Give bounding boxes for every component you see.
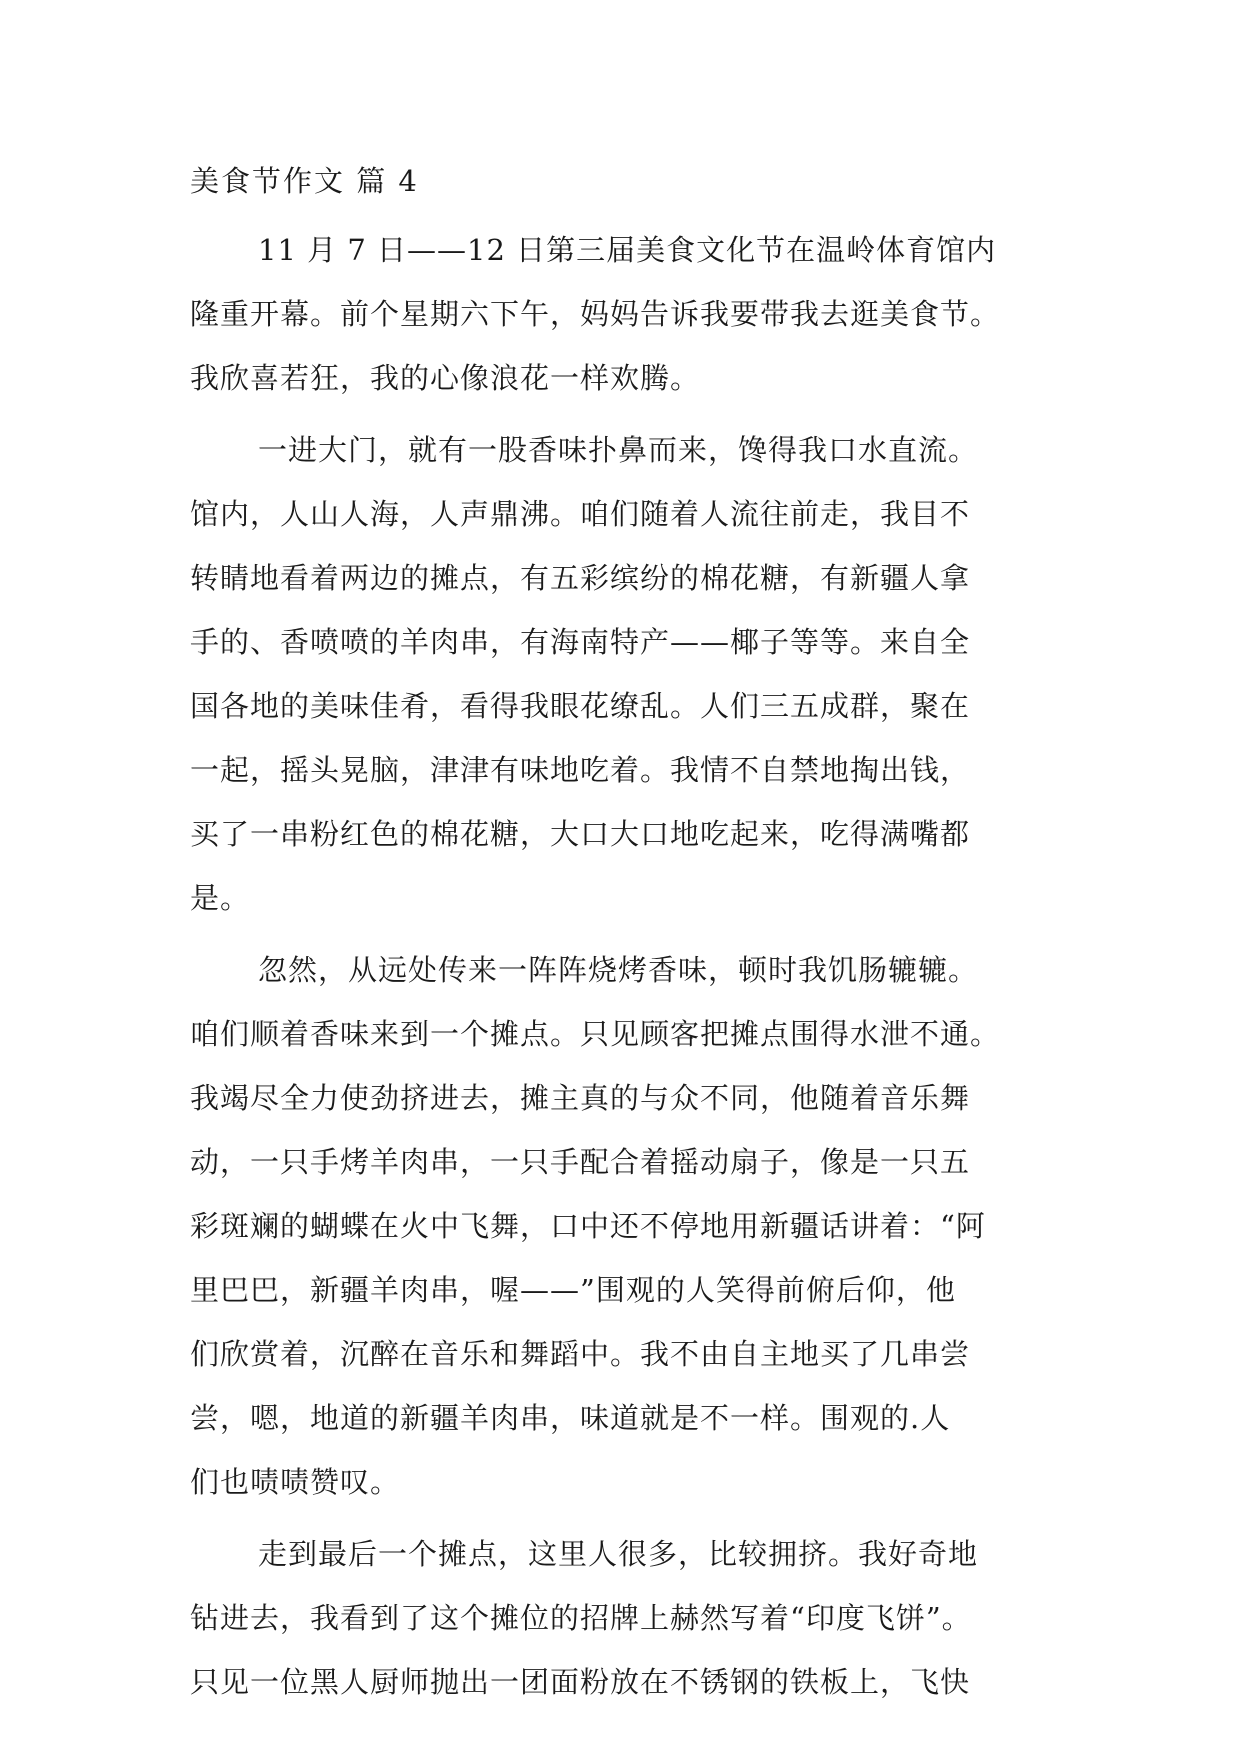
paragraph-1 [190, 218, 1070, 410]
paragraph-2 [190, 418, 1070, 930]
paragraph-line: 走到最后一个摊点，这里人很多，比较拥挤。我好奇地 [258, 1537, 979, 1571]
paragraph-line: 转睛地看着两边的摊点，有五彩缤纷的棉花糖，有新疆人拿 [190, 561, 971, 595]
paragraph-line: 里巴巴，新疆羊肉串，喔——”围观的人笑得前俯后仰，他 [190, 1273, 956, 1307]
paragraph-line: 动，一只手烤羊肉串，一只手配合着摇动扇子，像是一只五 [190, 1145, 971, 1179]
paragraph-line: 一起，摇头晃脑，津津有味地吃着。我情不自禁地掏出钱， [190, 753, 971, 787]
paragraph-line: 咱们顺着香味来到一个摊点。只见顾客把摊点围得水泄不通。 [190, 1017, 1001, 1051]
paragraph-line: 一进大门，就有一股香味扑鼻而来，馋得我口水直流。 [258, 433, 979, 467]
paragraph-line: 馆内，人山人海，人声鼎沸。咱们随着人流往前走，我目不 [190, 497, 971, 531]
paragraph-line: 是。 [190, 881, 251, 915]
paragraph-line: 们也啧啧赞叹。 [190, 1465, 401, 1499]
paragraph-line: 11 月 7 日——12 日第三届美食文化节在温岭体育馆内 [258, 233, 997, 267]
paragraph-3 [190, 938, 1070, 1514]
paragraph-line: 忽然，从远处传来一阵阵烧烤香味，顿时我饥肠辘辘。 [258, 953, 979, 987]
paragraph-4 [190, 1522, 1070, 1714]
paragraph-line: 只见一位黑人厨师抛出一团面粉放在不锈钢的铁板上，飞快 [190, 1665, 971, 1699]
paragraph-line: 尝，嗯，地道的新疆羊肉串，味道就是不一样。围观的.人 [190, 1401, 951, 1435]
document-title: 美食节作文 篇 4 [190, 164, 419, 198]
paragraph-line: 们欣赏着，沉醉在音乐和舞蹈中。我不由自主地买了几串尝 [190, 1337, 971, 1371]
paragraph-line: 手的、香喷喷的羊肉串，有海南特产——椰子等等。来自全 [190, 625, 971, 659]
paragraph-line: 钻进去，我看到了这个摊位的招牌上赫然写着“印度飞饼”。 [190, 1601, 972, 1635]
paragraph-line: 买了一串粉红色的棉花糖，大口大口地吃起来，吃得满嘴都 [190, 817, 971, 851]
paragraph-line: 隆重开幕。前个星期六下午，妈妈告诉我要带我去逛美食节。 [190, 297, 1001, 331]
document-body [190, 218, 1070, 1722]
paragraph-line: 我欣喜若狂，我的心像浪花一样欢腾。 [190, 361, 701, 395]
paragraph-line: 我竭尽全力使劲挤进去，摊主真的与众不同，他随着音乐舞 [190, 1081, 971, 1115]
paragraph-line: 彩斑斓的蝴蝶在火中飞舞，口中还不停地用新疆话讲着：“阿 [190, 1209, 986, 1243]
paragraph-line: 国各地的美味佳肴，看得我眼花缭乱。人们三五成群，聚在 [190, 689, 971, 723]
